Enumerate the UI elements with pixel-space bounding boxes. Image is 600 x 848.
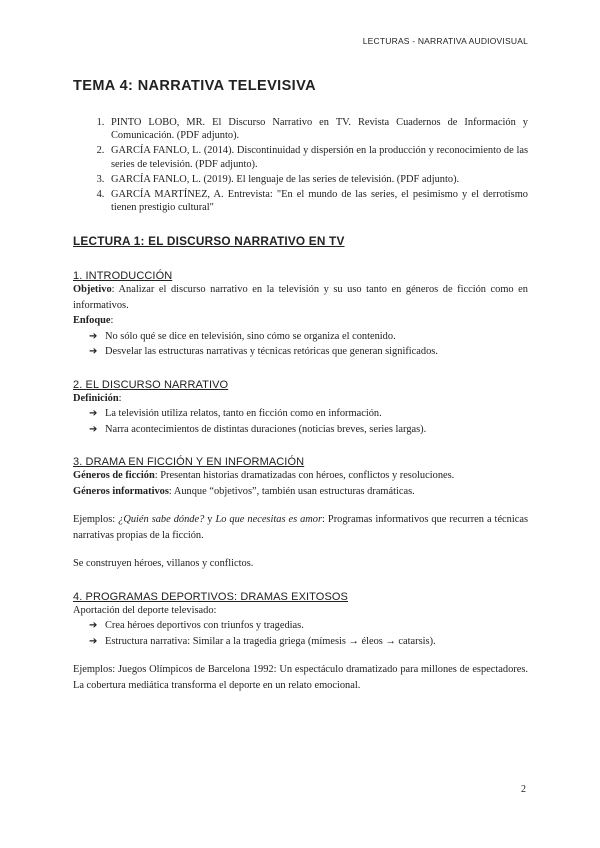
list-item — [89, 344, 528, 360]
objetivo-label: Objetivo — [73, 284, 112, 296]
deportes-list — [73, 618, 528, 649]
list-item — [89, 422, 528, 438]
reference-item: 4. GARCÍA MARTÍNEZ, A. Entrevista: "En el mundo de las series, el pesimismo y el derrotismo tienen prestigio cultural" — [107, 188, 528, 214]
section-discurso-narrativo — [73, 379, 528, 438]
ejemplos-suffix: : Programas informativos que recurren a técnicas narrativas propias de la ficción. — [73, 514, 529, 541]
definicion-paragraph — [73, 391, 528, 407]
informativos-text: : Aunque “objetivos”, también usan estructuras dramáticas. — [168, 485, 415, 497]
list-item-text: Crea héroes deportivos con triunfos y tragedias. — [105, 620, 304, 632]
ejemplo-title: Lo que necesitas es amor — [215, 514, 323, 526]
objetivo-paragraph — [73, 282, 528, 313]
list-item-text: Estructura narrativa: Similar a la tragedia griega (mímesis → éleos → catarsis). — [105, 635, 436, 647]
reference-item: 2. GARCÍA FANLO, L. (2014). Discontinuidad y dispersión en la producción y reconocimiento de las series de televisión. (PDF adjunto). — [107, 144, 528, 170]
ejemplo-title: ¿Quién sabe dónde? — [118, 514, 205, 526]
list-item — [89, 618, 528, 634]
intro-paragraph: Aportación del deporte televisado: — [73, 604, 217, 616]
section-heading: 1. INTRODUCCIÓN — [73, 270, 173, 283]
ejemplos-and: y — [204, 514, 216, 526]
section-introduccion — [73, 270, 528, 360]
reference-item: 1. PINTO LOBO, MR. El Discurso Narrativo en TV. Revista Cuadernos de Información y Comunicación. (PDF adjunto). — [107, 116, 528, 142]
definicion-label: Definición — [73, 392, 119, 404]
ficcion-paragraph — [73, 468, 528, 484]
ficcion-text: : Presentan historias dramatizadas con héroes, conflictos y resoluciones. — [154, 470, 455, 482]
lectura-heading: LECTURA 1: EL DISCURSO NARRATIVO EN TV — [73, 234, 345, 249]
page-title: TEMA 4: NARRATIVA TELEVISIVA — [73, 78, 316, 94]
ejemplos-paragraph — [73, 512, 528, 543]
section-drama — [73, 456, 528, 572]
arrow-right-icon: ➔ — [89, 408, 98, 420]
ejemplos-prefix: Ejemplos: — [73, 514, 119, 526]
ficcion-label: Géneros de ficción — [73, 470, 155, 482]
reference-item: 3. GARCÍA FANLO, L. (2019). El lenguaje de las series de televisión. (PDF adjunto). — [107, 173, 528, 186]
running-header: LECTURAS - NARRATIVA AUDIOVISUAL — [362, 36, 528, 46]
ejemplos-paragraph: Ejemplos: Juegos Olímpicos de Barcelona 1992: Un espectáculo dramatizado para millones de espectadores. La cobertura mediática transforma el deporte en un relato emocional. — [73, 664, 528, 691]
list-item-text: La televisión utiliza relatos, tanto en ficción como en información. — [105, 408, 382, 420]
section-deportivos — [73, 591, 528, 694]
informativos-paragraph — [73, 484, 528, 500]
closing-paragraph: Se construyen héroes, villanos y conflictos. — [73, 558, 254, 570]
page-content — [73, 78, 528, 693]
page-number: 2 — [521, 784, 526, 795]
arrow-right-icon: ➔ — [89, 346, 98, 358]
arrow-right-icon: ➔ — [89, 635, 98, 647]
list-item — [89, 406, 528, 422]
objetivo-text: : Analizar el discurso narrativo en la televisión y su uso tanto en géneros de ficción como en informativos. — [73, 284, 528, 311]
enfoque-paragraph — [73, 313, 528, 329]
arrow-right-icon: ➔ — [89, 620, 98, 632]
enfoque-label: Enfoque — [73, 315, 111, 327]
arrow-right-icon: ➔ — [89, 330, 98, 342]
section-heading: 4. PROGRAMAS DEPORTIVOS: DRAMAS EXITOSOS — [73, 590, 348, 603]
list-item — [89, 329, 528, 345]
arrow-right-icon: ➔ — [89, 423, 98, 435]
list-item-text: Narra acontecimientos de distintas duraciones (noticias breves, series largas). — [105, 423, 427, 435]
definicion-colon: : — [118, 392, 122, 404]
section-heading: 3. DRAMA EN FICCIÓN Y EN INFORMACIÓN — [73, 456, 305, 469]
definicion-list — [73, 406, 528, 437]
section-heading: 2. EL DISCURSO NARRATIVO — [73, 378, 229, 391]
list-item-text: No sólo qué se dice en televisión, sino cómo se organiza el contenido. — [105, 330, 396, 342]
list-item — [89, 634, 528, 650]
enfoque-colon: : — [110, 315, 114, 327]
enfoque-list — [73, 329, 528, 360]
list-item-text: Desvelar las estructuras narrativas y técnicas retóricas que generan significados. — [105, 346, 438, 358]
reference-list — [73, 116, 528, 214]
informativos-label: Géneros informativos — [73, 485, 169, 497]
